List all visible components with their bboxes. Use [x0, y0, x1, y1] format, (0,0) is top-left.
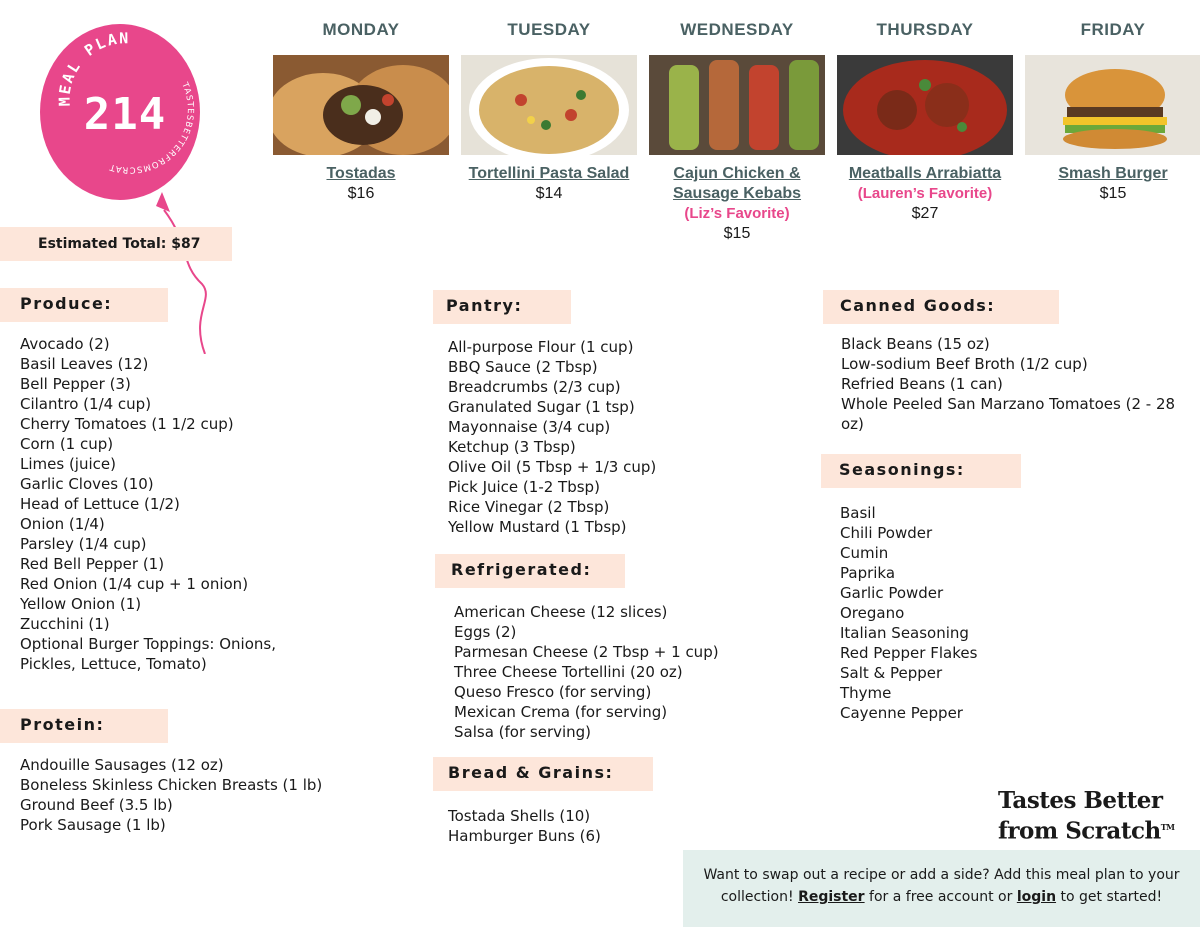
- list-item: Olive Oil (5 Tbsp + 1/3 cup): [448, 458, 657, 476]
- list-item: Hamburger Buns (6): [448, 827, 601, 845]
- section-pantry-title: Pantry:: [433, 290, 571, 324]
- section-canned-title: Canned Goods:: [823, 290, 1059, 324]
- day-name: MONDAY: [322, 20, 400, 39]
- list-item: Garlic Cloves (10): [20, 475, 154, 493]
- recipe-link[interactable]: Smash Burger: [1058, 165, 1168, 182]
- recipe-price: $15: [1099, 185, 1127, 202]
- section-bread-title: Bread & Grains:: [433, 757, 653, 791]
- login-link[interactable]: login: [1016, 889, 1057, 905]
- list-item: Cilantro (1/4 cup): [20, 395, 152, 413]
- day-name: THURSDAY: [876, 20, 974, 39]
- list-item: BBQ Sauce (2 Tbsp): [448, 358, 598, 376]
- recipe-link[interactable]: Cajun Chicken & Sausage Kebabs: [672, 165, 802, 202]
- list-item: Onion (1/4): [20, 515, 105, 533]
- list-item: Optional Burger Toppings: Onions,: [20, 635, 276, 653]
- recipe-link[interactable]: Meatballs Arrabiatta: [848, 165, 1002, 182]
- list-item: Yellow Onion (1): [20, 595, 142, 613]
- canned-list: [841, 334, 1175, 434]
- list-item: Queso Fresco (for serving): [454, 683, 652, 701]
- list-item: Salt & Pepper: [840, 664, 943, 682]
- pantry-list: [448, 337, 656, 537]
- cta-text-3: to get started!: [1056, 889, 1163, 905]
- list-item: Corn (1 cup): [20, 435, 114, 453]
- list-item: Boneless Skinless Chicken Breasts (1 lb): [20, 776, 323, 794]
- list-item: Ketchup (3 Tbsp): [448, 438, 576, 456]
- recipe-link[interactable]: Tortellini Pasta Salad: [468, 165, 630, 182]
- day-friday: [1025, 20, 1200, 204]
- pasta-salad-photo: [461, 55, 637, 155]
- list-item: Cayenne Pepper: [840, 704, 963, 722]
- list-item: Head of Lettuce (1/2): [20, 495, 180, 513]
- list-item: Pickles, Lettuce, Tomato): [20, 655, 207, 673]
- list-item: Parmesan Cheese (2 Tbsp + 1 cup): [454, 643, 719, 661]
- register-link[interactable]: Register: [798, 889, 865, 905]
- recipe-price: $16: [347, 185, 375, 202]
- recipe-price: $15: [723, 225, 751, 242]
- list-item: All-purpose Flour (1 cup): [448, 338, 634, 356]
- list-item: Cumin: [840, 544, 889, 562]
- list-item: Eggs (2): [454, 623, 517, 641]
- kebabs-photo: [649, 55, 825, 155]
- tostadas-photo: [273, 55, 449, 155]
- list-item: Red Bell Pepper (1): [20, 555, 165, 573]
- meatballs-photo: [837, 55, 1013, 155]
- recipe-price: $27: [911, 205, 939, 222]
- list-item: Thyme: [840, 684, 892, 702]
- cta-text-2: for a free account or: [864, 889, 1017, 905]
- trademark: TM: [1160, 822, 1175, 832]
- day-name: TUESDAY: [507, 20, 591, 39]
- logo-line-1: Tastes Better: [998, 787, 1163, 814]
- list-item: American Cheese (12 slices): [454, 603, 668, 621]
- list-item: oz): [841, 415, 864, 433]
- refrigerated-list: [454, 602, 719, 742]
- day-name: WEDNESDAY: [680, 20, 794, 39]
- day-name: FRIDAY: [1080, 20, 1146, 39]
- brand-logo: [998, 788, 1175, 845]
- section-produce-title: Produce:: [0, 288, 168, 322]
- protein-list: [20, 755, 322, 835]
- bread-list: [448, 806, 601, 846]
- badge-title: MEAL PLAN: [55, 29, 131, 107]
- seasonings-list: [840, 503, 977, 723]
- recipe-link[interactable]: Tostadas: [326, 165, 396, 182]
- logo-line-2: from Scratch: [998, 817, 1161, 845]
- list-item: Red Pepper Flakes: [840, 644, 978, 662]
- list-item: Yellow Mustard (1 Tbsp): [448, 518, 627, 536]
- list-item: Andouille Sausages (12 oz): [20, 756, 224, 774]
- list-item: Pork Sausage (1 lb): [20, 816, 166, 834]
- list-item: Chili Powder: [840, 524, 933, 542]
- list-item: Whole Peeled San Marzano Tomatoes (2 - 28: [841, 395, 1176, 413]
- list-item: Pick Juice (1-2 Tbsp): [448, 478, 600, 496]
- estimated-total: Estimated Total: $87: [0, 227, 232, 261]
- section-refrigerated-title: Refrigerated:: [435, 554, 625, 588]
- list-item: Refried Beans (1 can): [841, 375, 1003, 393]
- produce-list: [20, 334, 276, 674]
- day-wednesday: [649, 20, 825, 244]
- list-item: Mexican Crema (for serving): [454, 703, 668, 721]
- list-item: Paprika: [840, 564, 896, 582]
- list-item: Avocado (2): [20, 335, 110, 353]
- list-item: Black Beans (15 oz): [841, 335, 990, 353]
- list-item: Garlic Powder: [840, 584, 944, 602]
- list-item: Zucchini (1): [20, 615, 110, 633]
- section-protein-title: Protein:: [0, 709, 168, 743]
- recipe-price: $14: [535, 185, 563, 202]
- list-item: Italian Seasoning: [840, 624, 969, 642]
- list-item: Granulated Sugar (1 tsp): [448, 398, 635, 416]
- list-item: Basil: [840, 504, 876, 522]
- day-tuesday: [461, 20, 637, 204]
- cta-box: [683, 850, 1200, 927]
- list-item: Three Cheese Tortellini (20 oz): [454, 663, 683, 681]
- list-item: Breadcrumbs (2/3 cup): [448, 378, 621, 396]
- list-item: Tostada Shells (10): [448, 807, 591, 825]
- section-seasonings-title: Seasonings:: [821, 454, 1021, 488]
- list-item: Salsa (for serving): [454, 723, 592, 741]
- list-item: Rice Vinegar (2 Tbsp): [448, 498, 610, 516]
- favorite-label: (Liz’s Favorite): [684, 205, 790, 222]
- list-item: Oregano: [840, 604, 905, 622]
- list-item: Ground Beef (3.5 lb): [20, 796, 173, 814]
- burger-photo: [1025, 55, 1200, 155]
- day-thursday: [837, 20, 1013, 224]
- badge-site: TASTESBETTERFROMSCRAT: [108, 81, 195, 175]
- list-item: Limes (juice): [20, 455, 116, 473]
- favorite-label: (Lauren’s Favorite): [857, 185, 993, 202]
- cta-text-1: Want to swap out a recipe or add a side? Add this meal plan to your collection!: [703, 867, 1180, 905]
- list-item: Red Onion (1/4 cup + 1 onion): [20, 575, 249, 593]
- list-item: Mayonnaise (3/4 cup): [448, 418, 611, 436]
- list-item: Basil Leaves (12): [20, 355, 149, 373]
- day-monday: [273, 20, 449, 204]
- list-item: Low-sodium Beef Broth (1/2 cup): [841, 355, 1088, 373]
- badge-number: 214: [83, 89, 167, 140]
- list-item: Cherry Tomatoes (1 1/2 cup): [20, 415, 234, 433]
- list-item: Parsley (1/4 cup): [20, 535, 147, 553]
- list-item: Bell Pepper (3): [20, 375, 131, 393]
